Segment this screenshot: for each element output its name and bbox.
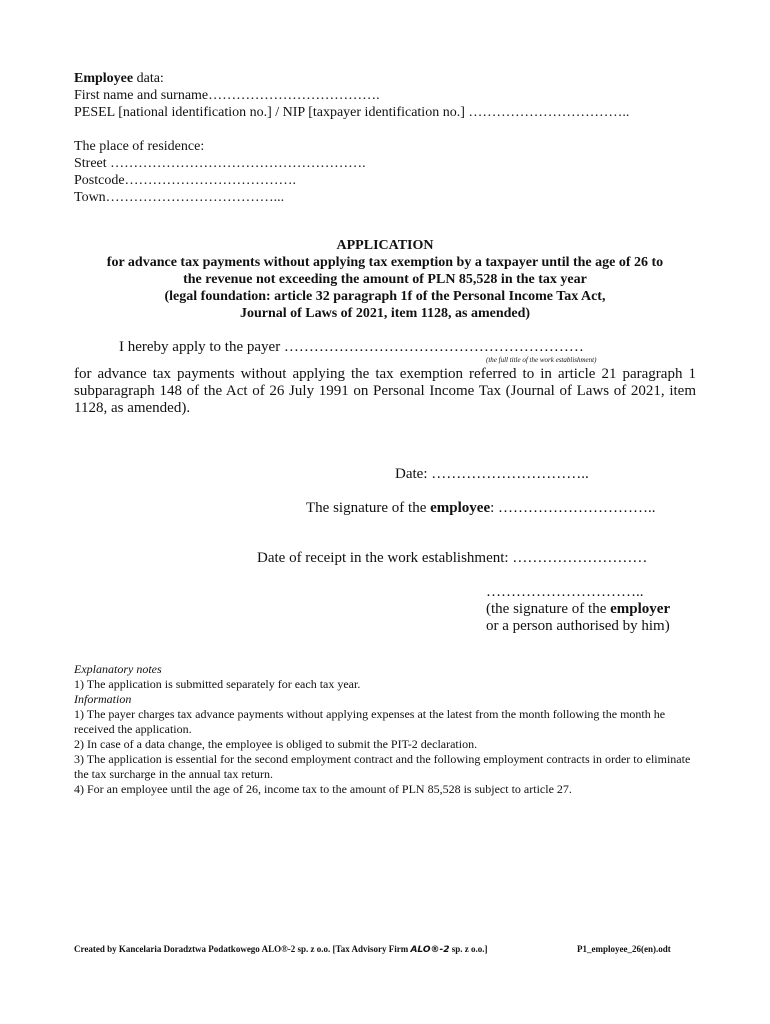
information-2: 2) In case of a data change, the employee is obliged to submit the PIT-2 declaration. xyxy=(74,737,478,751)
apply-to-payer-line: I hereby apply to the payer …………………………………………………… xyxy=(119,339,584,355)
footer-credit xyxy=(74,943,488,956)
residence-heading: The place of residence: xyxy=(74,139,205,154)
employer-signature-caption-line-2: or a person authorised by him) xyxy=(486,618,670,634)
application-subtitle-line-4: Journal of Laws of 2021, item 1128, as amended) xyxy=(239,306,531,321)
explanatory-notes xyxy=(74,662,699,797)
footer-credit-post: sp. z o.o.] xyxy=(449,944,488,954)
notes-heading: Explanatory notes xyxy=(74,662,162,676)
application-subtitle-line-1: for advance tax payments without applying tax exemption by a taxpayer until the age of 26 to xyxy=(106,255,664,270)
pesel-field-line: PESEL [national identification no.] / NIP [taxpayer identification no.] …………………………….. xyxy=(74,105,630,120)
application-paragraph: for advance tax payments without applying the tax exemption referred to in article 21 paragraph 1 subparagraph 148 of the Act of 26 July 1991 on Personal Income Tax (Journal of Laws of 2021, item 1128, as amended). xyxy=(74,366,696,416)
employer-signature-caption xyxy=(486,601,670,618)
information-1: 1) The payer charges tax advance payments without applying expenses at the latest from the month following the month he received the application. xyxy=(74,707,666,736)
footer-filename: P1_employee_26(en).odt xyxy=(577,944,671,954)
note-1: 1) The application is submitted separately for each tax year. xyxy=(74,677,361,691)
employee-heading-bold: Employee xyxy=(74,71,134,86)
payer-name-note: (the full title of the work establishment) xyxy=(486,356,597,364)
date-field-line: Date: ………………………….. xyxy=(395,466,589,482)
street-field-line: Street ………………………………………………. xyxy=(74,156,366,171)
footer-credit-pre: Created by Kancelaria Doradztwa Podatkowego ALO®-2 sp. z o.o. [Tax Advisory Firm xyxy=(74,944,411,954)
employee-data-heading xyxy=(74,70,164,87)
application-title: APPLICATION xyxy=(336,238,434,253)
application-subtitle-line-3: (legal foundation: article 32 paragraph 1f of the Personal Income Tax Act, xyxy=(164,289,606,304)
name-field-line: First name and surname………………………………. xyxy=(74,88,380,103)
information-heading: Information xyxy=(74,692,132,706)
alo-logo: ALO®-2 xyxy=(410,945,450,955)
town-field-line: Town………………………………... xyxy=(74,190,285,205)
employer-signature-bold: employer xyxy=(610,601,671,617)
employee-signature-post: : ………………………….. xyxy=(490,500,656,516)
employer-signature-dots: ………………………….. xyxy=(486,584,644,600)
employee-signature-pre: The signature of the xyxy=(306,500,431,516)
employee-signature-line xyxy=(306,500,656,517)
receipt-date-line: Date of receipt in the work establishment: ……………………… xyxy=(257,550,648,566)
postcode-field-line: Postcode………………………………. xyxy=(74,173,297,188)
application-subtitle-line-2: the revenue not exceeding the amount of PLN 85,528 in the tax year xyxy=(183,272,587,287)
information-3: 3) The application is essential for the second employment contract and the following employment contracts in order to eliminate the tax surcharge in the annual tax return. xyxy=(74,752,691,781)
information-4: 4) For an employee until the age of 26, income tax to the amount of PLN 85,528 is subject to article 27. xyxy=(74,782,572,796)
application-title-block xyxy=(60,237,710,322)
employee-heading-rest: data: xyxy=(133,71,164,86)
employer-signature-pre: (the signature of the xyxy=(486,601,611,617)
employee-signature-bold: employee xyxy=(430,500,491,516)
